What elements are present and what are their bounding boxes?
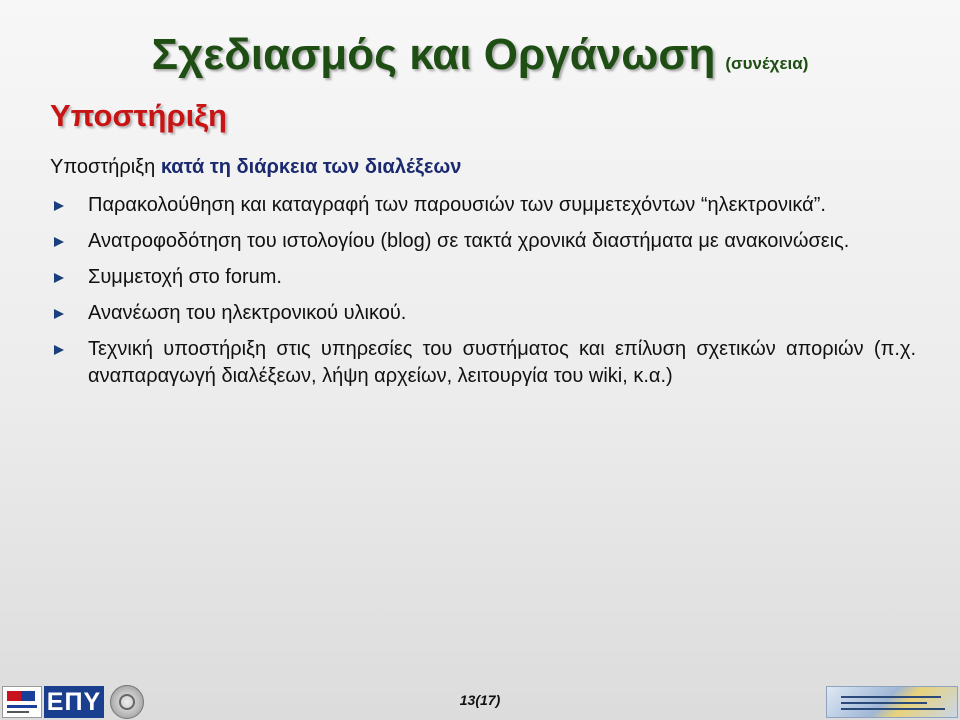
- bullet-item: [50, 300, 916, 327]
- section-heading: Υποστήριξη: [50, 98, 227, 133]
- slide-footer: [0, 684, 960, 720]
- slide-title-suffix: (συνέχεια): [725, 54, 809, 73]
- bullet-text: Παρακολούθηση και καταγραφή των παρουσιών των συμμετεχόντων “ηλεκτρονικά”.: [88, 194, 826, 216]
- bullet-text: Συμμετοχή στο forum.: [88, 266, 282, 288]
- triangle-bullet-icon: [54, 237, 64, 247]
- triangle-bullet-icon: [54, 201, 64, 211]
- banner-line: [841, 702, 927, 704]
- banner-line: [841, 696, 941, 698]
- intro-plain-text: Υποστήριξη: [50, 156, 161, 178]
- bullet-item: [50, 336, 916, 390]
- bullet-text: Ανανέωση του ηλεκτρονικού υλικού.: [88, 302, 407, 324]
- conference-banner-logo: [826, 686, 958, 718]
- page-number: 13(17): [459, 692, 501, 708]
- bullet-text: Ανατροφοδότηση του ιστολογίου (blog) σε τακτά χρονικά διαστήματα με ανακοινώσεις.: [88, 230, 850, 252]
- banner-line: [841, 708, 945, 710]
- logo-bar-small: [7, 711, 29, 713]
- slide-title-row: [0, 30, 960, 80]
- bullet-list: [50, 192, 916, 399]
- triangle-bullet-icon: [54, 273, 64, 283]
- epu-logo: ΕΠΥ: [44, 686, 104, 718]
- bullet-item: [50, 228, 916, 255]
- bullet-item: [50, 264, 916, 291]
- slide-title: Σχεδιασμός και Οργάνωση: [151, 30, 716, 79]
- bullet-text: Τεχνική υποστήριξη στις υπηρεσίες του συστήματος και επίλυση σχετικών αποριών (π.χ. αναπαραγωγή διαλέξεων, λήψη αρχείων, λειτουργία του wiki, κ.α.): [88, 338, 916, 387]
- triangle-bullet-icon: [54, 309, 64, 319]
- bullet-item: [50, 192, 916, 219]
- triangle-bullet-icon: [54, 345, 64, 355]
- intro-line: [50, 156, 461, 179]
- intro-emphasis-text: κατά τη διάρκεια των διαλέξεων: [160, 156, 462, 178]
